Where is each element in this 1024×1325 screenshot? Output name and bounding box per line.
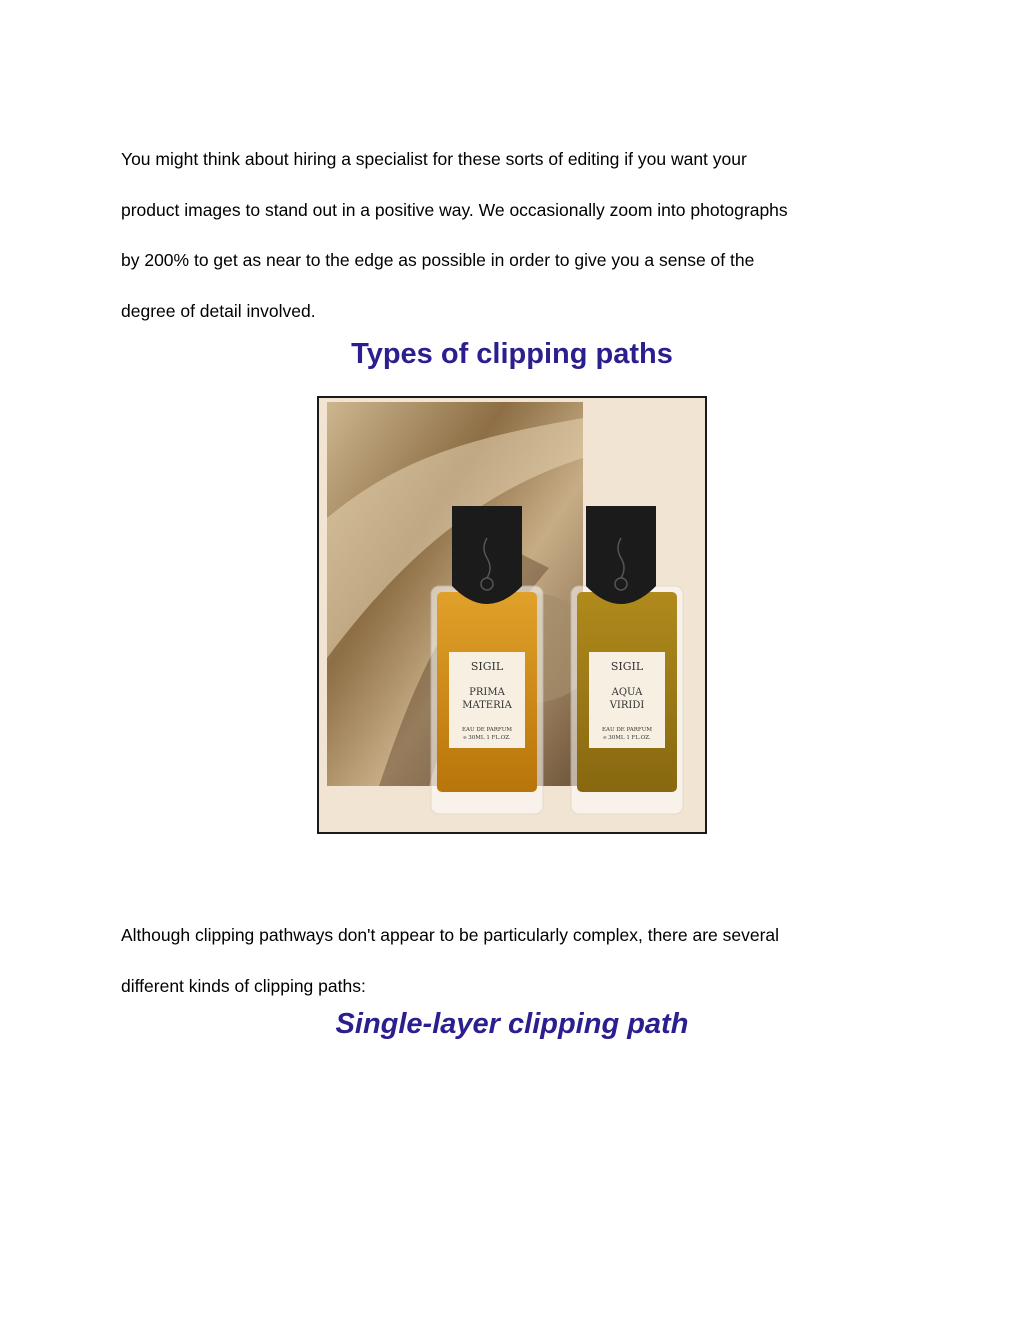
bottle-volume: ℮ 30ML 1 FL.OZ. xyxy=(603,735,651,741)
text-line: Although clipping pathways don't appear to be particularly complex, there are several xyxy=(121,925,780,945)
bottle-name: PRIMA xyxy=(469,687,505,698)
text-line: by 200% to get as near to the edge as possible in order to give you a sense of the xyxy=(121,250,755,270)
intro-paragraph xyxy=(121,134,921,336)
body-paragraph xyxy=(121,910,921,1011)
section-heading-types: Types of clipping paths xyxy=(351,338,673,370)
bottle-brand: SIGIL xyxy=(470,660,504,673)
bottle-name: VIRIDI xyxy=(609,700,645,711)
bottle-name: MATERIA xyxy=(462,700,512,711)
text-line: product images to stand out in a positive way. We occasionally zoom into photographs xyxy=(121,199,788,220)
text-line: You might think about hiring a specialist for these sorts of editing if you want your xyxy=(121,149,747,169)
section-heading-single-layer: Single-layer clipping path xyxy=(335,1008,689,1040)
bottle-type: EAU DE PARFUM xyxy=(602,727,652,733)
text-line: different kinds of clipping paths: xyxy=(121,975,366,996)
bottle-name: AQUA xyxy=(611,687,643,698)
text-line: degree of detail involved. xyxy=(121,300,316,321)
bottle-aqua-viridi xyxy=(571,506,683,814)
perfume-product-image xyxy=(317,396,707,834)
bottle-brand: SIGIL xyxy=(610,660,644,673)
bottle-volume: ℮ 30ML 1 FL.OZ. xyxy=(463,735,511,741)
bottle-type: EAU DE PARFUM xyxy=(462,727,512,733)
